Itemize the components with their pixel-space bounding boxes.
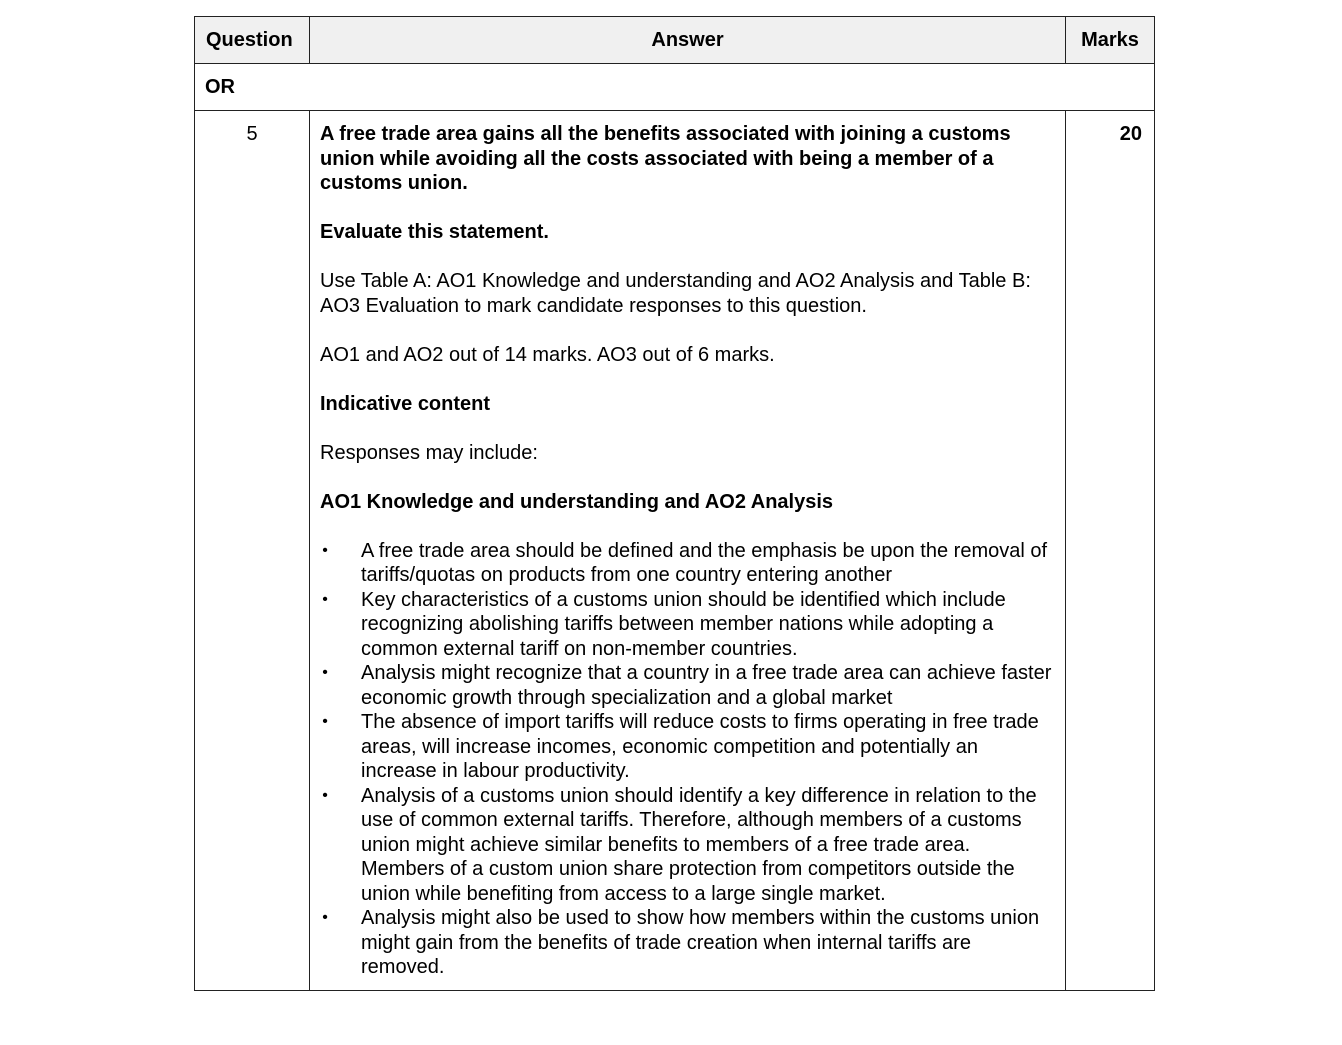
bullet-icon: • bbox=[322, 713, 328, 730]
marking-tables-note: Use Table A: AO1 Knowledge and understanding and AO2 Analysis and Table B: AO3 Evaluation to mark candidate responses to this question. bbox=[320, 270, 1031, 317]
mark-scheme-page bbox=[194, 16, 1154, 991]
question-number: 5 bbox=[195, 111, 310, 991]
indicative-bullet-list bbox=[320, 539, 1055, 980]
indicative-content-heading: Indicative content bbox=[320, 392, 491, 415]
question-statement: A free trade area gains all the benefits associated with joining a customs union while avoiding all the costs associated with being a member of a customs union. bbox=[320, 123, 1011, 194]
list-item-text: Analysis might also be used to show how members within the customs union might gain from the benefits of trade creation when internal tariffs are removed. bbox=[361, 907, 1040, 978]
header-row bbox=[195, 17, 1155, 64]
list-item bbox=[320, 906, 1055, 980]
bullet-icon: • bbox=[322, 909, 328, 926]
ao1-ao2-heading: AO1 Knowledge and understanding and AO2 Analysis bbox=[320, 490, 834, 513]
list-item-text: Key characteristics of a customs union should be identified which include recognizing abolishing tariffs between member nations while adopting a common external tariff on non-member countries. bbox=[361, 588, 1006, 660]
list-item bbox=[320, 588, 1055, 662]
or-row bbox=[195, 64, 1155, 111]
header-answer: Answer bbox=[310, 17, 1066, 64]
or-label: OR bbox=[195, 64, 1155, 111]
header-question: Question bbox=[195, 17, 310, 64]
list-item bbox=[320, 710, 1055, 784]
responses-intro: Responses may include: bbox=[320, 441, 538, 464]
list-item-text: A free trade area should be defined and the emphasis be upon the removal of tariffs/quotas on products from one country entering another bbox=[361, 539, 1048, 586]
bullet-icon: • bbox=[322, 664, 328, 681]
bullet-icon: • bbox=[322, 541, 328, 559]
mark-split-note: AO1 and AO2 out of 14 marks. AO3 out of 6 marks. bbox=[320, 343, 775, 366]
list-item-text: Analysis might recognize that a country in a free trade area can achieve faster economic growth through specialization and a global market bbox=[361, 662, 1052, 709]
list-item bbox=[320, 784, 1055, 907]
mark-scheme-table bbox=[194, 16, 1155, 991]
bullet-icon: • bbox=[322, 786, 328, 804]
list-item bbox=[320, 661, 1055, 710]
header-marks: Marks bbox=[1066, 17, 1155, 64]
list-item bbox=[320, 539, 1055, 588]
question-instruction: Evaluate this statement. bbox=[320, 221, 549, 243]
list-item-text: Analysis of a customs union should identify a key difference in relation to the use of common external tariffs. Therefore, although members of a customs union might achieve similar benefits to members of a free trade area. Members of a custom union share protection from competitors outside the union while benefiting from access to a large single market. bbox=[361, 784, 1037, 905]
question-row bbox=[195, 111, 1155, 991]
list-item-text: The absence of import tariffs will reduce costs to firms operating in free trade areas, will increase incomes, economic competition and potentially an increase in labour productivity. bbox=[361, 711, 1039, 782]
answer-cell bbox=[310, 111, 1066, 991]
bullet-icon: • bbox=[322, 590, 328, 608]
marks-value: 20 bbox=[1066, 111, 1155, 991]
